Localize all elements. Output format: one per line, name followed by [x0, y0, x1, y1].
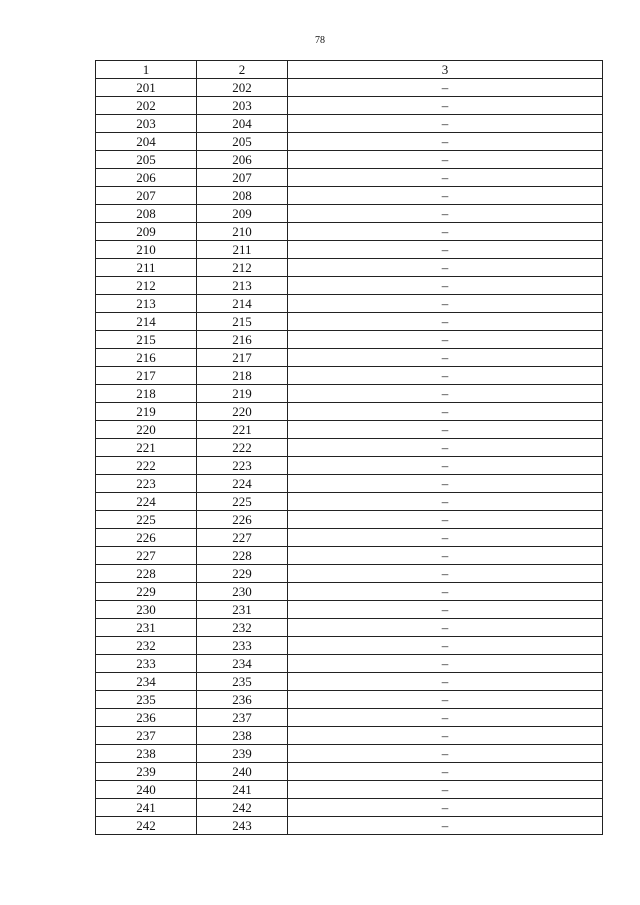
table-cell-col-2: 221 — [197, 421, 288, 439]
table-row — [96, 511, 603, 529]
table-cell-col-3: – — [288, 349, 603, 367]
table-cell-col-2: 216 — [197, 331, 288, 349]
table-row — [96, 529, 603, 547]
table-cell-col-1: 216 — [96, 349, 197, 367]
table-cell-col-3: – — [288, 781, 603, 799]
table-cell-col-1: 241 — [96, 799, 197, 817]
table-row — [96, 421, 603, 439]
table-cell-col-1: 201 — [96, 79, 197, 97]
table-cell-col-1: 213 — [96, 295, 197, 313]
table-row — [96, 457, 603, 475]
table-cell-col-3: – — [288, 115, 603, 133]
table-cell-col-1: 202 — [96, 97, 197, 115]
table-cell-col-3: – — [288, 547, 603, 565]
table-cell-col-3: – — [288, 475, 603, 493]
table-cell-col-3: – — [288, 583, 603, 601]
table-cell-col-3: – — [288, 79, 603, 97]
table-cell-col-3: – — [288, 187, 603, 205]
table-cell-col-2: 212 — [197, 259, 288, 277]
table-cell-col-1: 214 — [96, 313, 197, 331]
table-cell-col-2: 242 — [197, 799, 288, 817]
table-row — [96, 295, 603, 313]
table-cell-col-1: 234 — [96, 673, 197, 691]
table-cell-col-1: 237 — [96, 727, 197, 745]
table-row — [96, 727, 603, 745]
table-cell-col-1: 204 — [96, 133, 197, 151]
table-cell-col-2: 224 — [197, 475, 288, 493]
table-row — [96, 475, 603, 493]
table-cell-col-1: 236 — [96, 709, 197, 727]
table-cell-col-1: 240 — [96, 781, 197, 799]
table-cell-col-1: 203 — [96, 115, 197, 133]
table-cell-col-2: 240 — [197, 763, 288, 781]
table-row — [96, 169, 603, 187]
data-table — [95, 60, 603, 835]
table-cell-col-1: 228 — [96, 565, 197, 583]
table-cell-col-2: 211 — [197, 241, 288, 259]
table-row — [96, 745, 603, 763]
table-row — [96, 601, 603, 619]
table-row — [96, 637, 603, 655]
table-cell-col-2: 202 — [197, 79, 288, 97]
table-cell-col-2: 206 — [197, 151, 288, 169]
table-row — [96, 547, 603, 565]
table-cell-col-1: 209 — [96, 223, 197, 241]
table-row — [96, 115, 603, 133]
table-cell-col-2: 214 — [197, 295, 288, 313]
table-cell-col-2: 222 — [197, 439, 288, 457]
table-cell-col-3: – — [288, 727, 603, 745]
table-cell-col-1: 227 — [96, 547, 197, 565]
table-cell-col-3: – — [288, 223, 603, 241]
table-row — [96, 97, 603, 115]
table-cell-col-2: 210 — [197, 223, 288, 241]
table-row — [96, 439, 603, 457]
column-header-1: 1 — [96, 61, 197, 79]
table-cell-col-2: 239 — [197, 745, 288, 763]
table-row — [96, 385, 603, 403]
table-cell-col-3: – — [288, 133, 603, 151]
table-cell-col-2: 231 — [197, 601, 288, 619]
table-row — [96, 493, 603, 511]
table-row — [96, 187, 603, 205]
table-cell-col-2: 223 — [197, 457, 288, 475]
table-cell-col-2: 234 — [197, 655, 288, 673]
table-cell-col-1: 225 — [96, 511, 197, 529]
table-cell-col-3: – — [288, 241, 603, 259]
table-cell-col-3: – — [288, 565, 603, 583]
table-row — [96, 619, 603, 637]
table-cell-col-2: 236 — [197, 691, 288, 709]
table-row — [96, 709, 603, 727]
table-cell-col-3: – — [288, 691, 603, 709]
table-cell-col-1: 206 — [96, 169, 197, 187]
table-cell-col-1: 233 — [96, 655, 197, 673]
table-cell-col-2: 219 — [197, 385, 288, 403]
table-cell-col-1: 224 — [96, 493, 197, 511]
table-cell-col-2: 226 — [197, 511, 288, 529]
table-cell-col-1: 210 — [96, 241, 197, 259]
table-cell-col-2: 230 — [197, 583, 288, 601]
table-cell-col-1: 205 — [96, 151, 197, 169]
table-cell-col-3: – — [288, 151, 603, 169]
table-cell-col-3: – — [288, 763, 603, 781]
table-cell-col-2: 217 — [197, 349, 288, 367]
table-cell-col-3: – — [288, 403, 603, 421]
table-row — [96, 79, 603, 97]
table-cell-col-2: 237 — [197, 709, 288, 727]
table-row — [96, 367, 603, 385]
table-row — [96, 133, 603, 151]
table-cell-col-1: 222 — [96, 457, 197, 475]
table-cell-col-3: – — [288, 511, 603, 529]
table-cell-col-2: 228 — [197, 547, 288, 565]
table-cell-col-3: – — [288, 457, 603, 475]
table-cell-col-2: 213 — [197, 277, 288, 295]
table-cell-col-3: – — [288, 205, 603, 223]
table-cell-col-3: – — [288, 169, 603, 187]
table-cell-col-1: 208 — [96, 205, 197, 223]
table-header-row — [96, 61, 603, 79]
table-cell-col-2: 241 — [197, 781, 288, 799]
table-cell-col-3: – — [288, 619, 603, 637]
table-cell-col-1: 218 — [96, 385, 197, 403]
table-cell-col-1: 231 — [96, 619, 197, 637]
table-cell-col-2: 225 — [197, 493, 288, 511]
table-cell-col-3: – — [288, 331, 603, 349]
page-number: 78 — [315, 35, 325, 46]
table-cell-col-2: 235 — [197, 673, 288, 691]
table-cell-col-1: 229 — [96, 583, 197, 601]
table-cell-col-3: – — [288, 295, 603, 313]
table-row — [96, 223, 603, 241]
table-cell-col-2: 238 — [197, 727, 288, 745]
table-cell-col-3: – — [288, 673, 603, 691]
table-cell-col-2: 207 — [197, 169, 288, 187]
table-cell-col-2: 227 — [197, 529, 288, 547]
table-cell-col-1: 217 — [96, 367, 197, 385]
table-row — [96, 205, 603, 223]
table-cell-col-2: 208 — [197, 187, 288, 205]
table-cell-col-3: – — [288, 277, 603, 295]
table-row — [96, 655, 603, 673]
table-row — [96, 259, 603, 277]
table-cell-col-2: 203 — [197, 97, 288, 115]
table-cell-col-1: 235 — [96, 691, 197, 709]
table-cell-col-2: 209 — [197, 205, 288, 223]
table-row — [96, 277, 603, 295]
table-cell-col-3: – — [288, 439, 603, 457]
table-cell-col-3: – — [288, 817, 603, 835]
table-cell-col-2: 204 — [197, 115, 288, 133]
table-cell-col-2: 243 — [197, 817, 288, 835]
table-cell-col-1: 230 — [96, 601, 197, 619]
table-cell-col-1: 239 — [96, 763, 197, 781]
table-row — [96, 763, 603, 781]
table-cell-col-3: – — [288, 421, 603, 439]
table-cell-col-2: 229 — [197, 565, 288, 583]
table-row — [96, 403, 603, 421]
table-cell-col-3: – — [288, 655, 603, 673]
table-cell-col-1: 238 — [96, 745, 197, 763]
table-cell-col-1: 232 — [96, 637, 197, 655]
table-cell-col-1: 212 — [96, 277, 197, 295]
table-cell-col-2: 220 — [197, 403, 288, 421]
table-cell-col-1: 242 — [96, 817, 197, 835]
table-cell-col-2: 232 — [197, 619, 288, 637]
table-row — [96, 151, 603, 169]
table-cell-col-3: – — [288, 259, 603, 277]
table-row — [96, 583, 603, 601]
table-cell-col-3: – — [288, 601, 603, 619]
table-cell-col-1: 220 — [96, 421, 197, 439]
column-header-2: 2 — [197, 61, 288, 79]
table-cell-col-1: 219 — [96, 403, 197, 421]
table-cell-col-1: 215 — [96, 331, 197, 349]
table-cell-col-2: 215 — [197, 313, 288, 331]
table-row — [96, 673, 603, 691]
table-cell-col-1: 211 — [96, 259, 197, 277]
table-row — [96, 313, 603, 331]
table-row — [96, 817, 603, 835]
table-row — [96, 349, 603, 367]
table-cell-col-3: – — [288, 385, 603, 403]
table-row — [96, 565, 603, 583]
table-cell-col-3: – — [288, 97, 603, 115]
table-cell-col-3: – — [288, 493, 603, 511]
table-cell-col-3: – — [288, 313, 603, 331]
table-body — [96, 79, 603, 835]
column-header-3: 3 — [288, 61, 603, 79]
table-row — [96, 331, 603, 349]
table-cell-col-3: – — [288, 709, 603, 727]
table-cell-col-1: 226 — [96, 529, 197, 547]
table-cell-col-2: 233 — [197, 637, 288, 655]
table-cell-col-1: 221 — [96, 439, 197, 457]
table-cell-col-2: 205 — [197, 133, 288, 151]
table-row — [96, 799, 603, 817]
table-cell-col-3: – — [288, 367, 603, 385]
table-cell-col-3: – — [288, 745, 603, 763]
table-row — [96, 691, 603, 709]
table-cell-col-3: – — [288, 637, 603, 655]
table-row — [96, 781, 603, 799]
table-row — [96, 241, 603, 259]
table-cell-col-2: 218 — [197, 367, 288, 385]
table-cell-col-1: 207 — [96, 187, 197, 205]
table-cell-col-3: – — [288, 529, 603, 547]
table-cell-col-1: 223 — [96, 475, 197, 493]
table-cell-col-3: – — [288, 799, 603, 817]
